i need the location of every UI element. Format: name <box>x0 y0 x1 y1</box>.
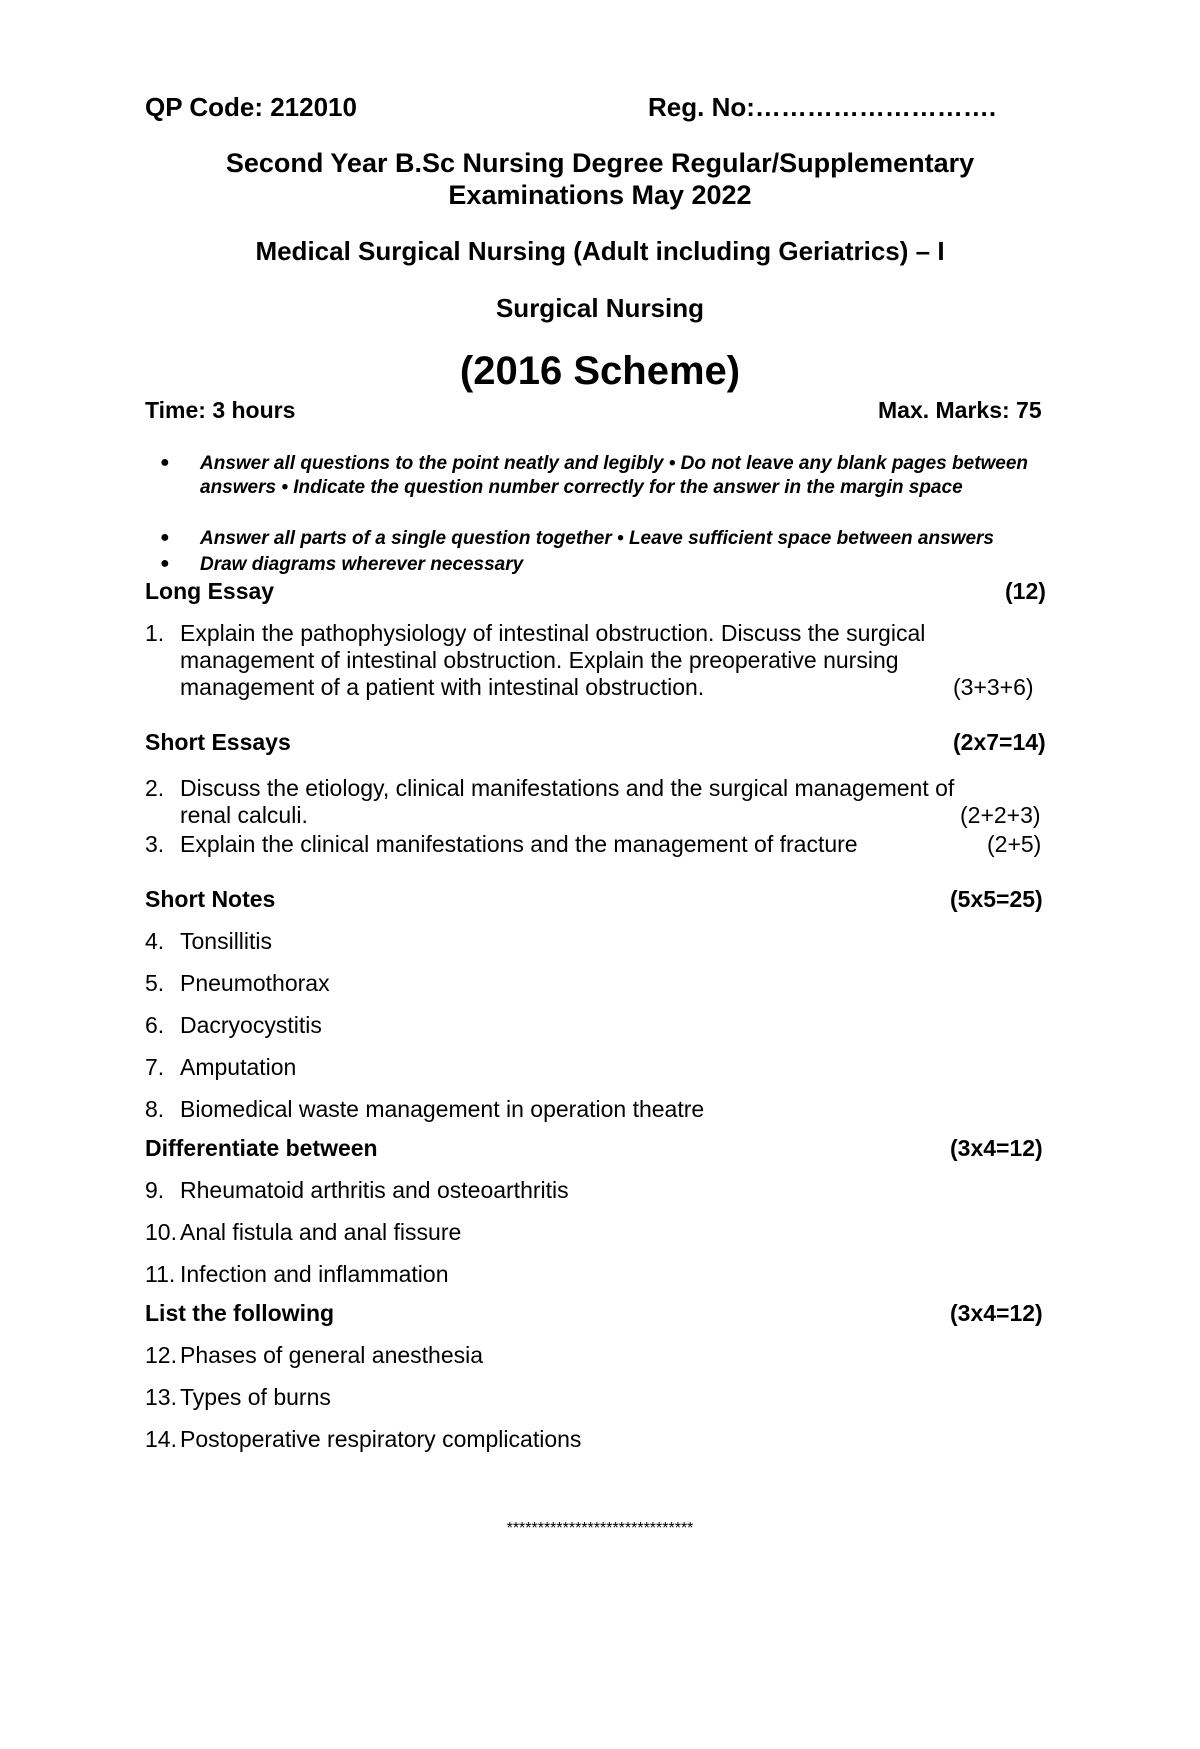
question-1-line3: management of a patient with intestinal obstruction. <box>180 674 705 700</box>
question-3-text: Explain the clinical manifestations and the management of fracture <box>180 831 858 857</box>
bullet-icon: ● <box>160 529 170 546</box>
footer-stars: ****************************** <box>506 1520 694 1537</box>
reg-no: Reg. No:………………………. <box>648 92 997 122</box>
question-1-line1: Explain the pathophysiology of intestinal obstruction. Discuss the surgical <box>180 620 926 646</box>
question-5-text: Pneumothorax <box>180 970 330 996</box>
section-differentiate: Differentiate between <box>145 1135 378 1161</box>
subsubject-title: Surgical Nursing <box>495 293 705 323</box>
question-3-marks: (2+5) <box>987 831 1042 857</box>
question-4-text: Tonsillitis <box>180 928 273 954</box>
instruction-3: Draw diagrams wherever necessary <box>200 554 524 575</box>
section-differentiate-marks: (3x4=12) <box>950 1135 1043 1161</box>
max-marks-label: Max. Marks: 75 <box>878 397 1042 423</box>
question-number: 8. <box>145 1096 165 1122</box>
question-8-text: Biomedical waste management in operation theatre <box>180 1096 705 1122</box>
question-10-text: Anal fistula and anal fissure <box>180 1219 462 1245</box>
question-number: 11. <box>145 1261 176 1287</box>
question-6-text: Dacryocystitis <box>180 1012 322 1038</box>
question-1-marks: (3+3+6) <box>953 674 1034 700</box>
question-1-line2: management of intestinal obstruction. Explain the preoperative nursing <box>180 647 899 673</box>
question-14-text: Postoperative respiratory complications <box>180 1426 582 1452</box>
question-9-text: Rheumatoid arthritis and osteoarthritis <box>180 1177 569 1203</box>
question-number: 14. <box>145 1426 177 1452</box>
title-line2: Examinations May 2022 <box>448 180 752 210</box>
question-number: 6. <box>145 1012 165 1038</box>
qp-code: QP Code: 212010 <box>145 92 357 122</box>
question-11-text: Infection and inflammation <box>180 1261 449 1287</box>
question-number: 10. <box>145 1219 177 1245</box>
section-long-essay: Long Essay <box>145 578 275 604</box>
section-list: List the following <box>145 1300 335 1326</box>
bullet-icon: ● <box>160 454 170 471</box>
question-number: 12. <box>145 1342 177 1368</box>
question-2-line1: Discuss the etiology, clinical manifestations and the surgical management of <box>180 775 955 801</box>
question-number: 2. <box>145 775 165 801</box>
question-2-line2: renal calculi. <box>180 802 308 828</box>
question-13-text: Types of burns <box>180 1384 331 1410</box>
bullet-icon: ● <box>160 555 170 572</box>
section-list-marks: (3x4=12) <box>950 1300 1043 1326</box>
question-number: 1. <box>145 620 165 646</box>
question-7-text: Amputation <box>180 1054 297 1080</box>
subject-title: Medical Surgical Nursing (Adult including Geriatrics) – I <box>255 236 945 266</box>
question-number: 4. <box>145 928 165 954</box>
question-number: 13. <box>145 1384 177 1410</box>
instruction-2: Answer all parts of a single question together • Leave sufficient space between answers <box>200 528 994 549</box>
question-number: 5. <box>145 970 165 996</box>
question-12-text: Phases of general anesthesia <box>180 1342 484 1368</box>
question-number: 7. <box>145 1054 165 1080</box>
question-number: 3. <box>145 831 165 857</box>
scheme-title: (2016 Scheme) <box>459 349 741 393</box>
section-short-essays: Short Essays <box>145 729 291 755</box>
title-line1: Second Year B.Sc Nursing Degree Regular/Supplementary <box>225 148 975 178</box>
section-short-notes-marks: (5x5=25) <box>950 886 1043 912</box>
time-label: Time: 3 hours <box>145 397 296 423</box>
section-long-essay-marks: (12) <box>1005 578 1046 604</box>
question-number: 9. <box>145 1177 165 1203</box>
section-short-notes: Short Notes <box>145 886 276 912</box>
instruction-1: Answer all questions to the point neatly and legibly • Do not leave any blank pages between answers • Indicate the question number correctly for the answer in the margin space <box>200 453 1029 498</box>
question-2-marks: (2+2+3) <box>960 802 1041 828</box>
section-short-essays-marks: (2x7=14) <box>953 729 1046 755</box>
